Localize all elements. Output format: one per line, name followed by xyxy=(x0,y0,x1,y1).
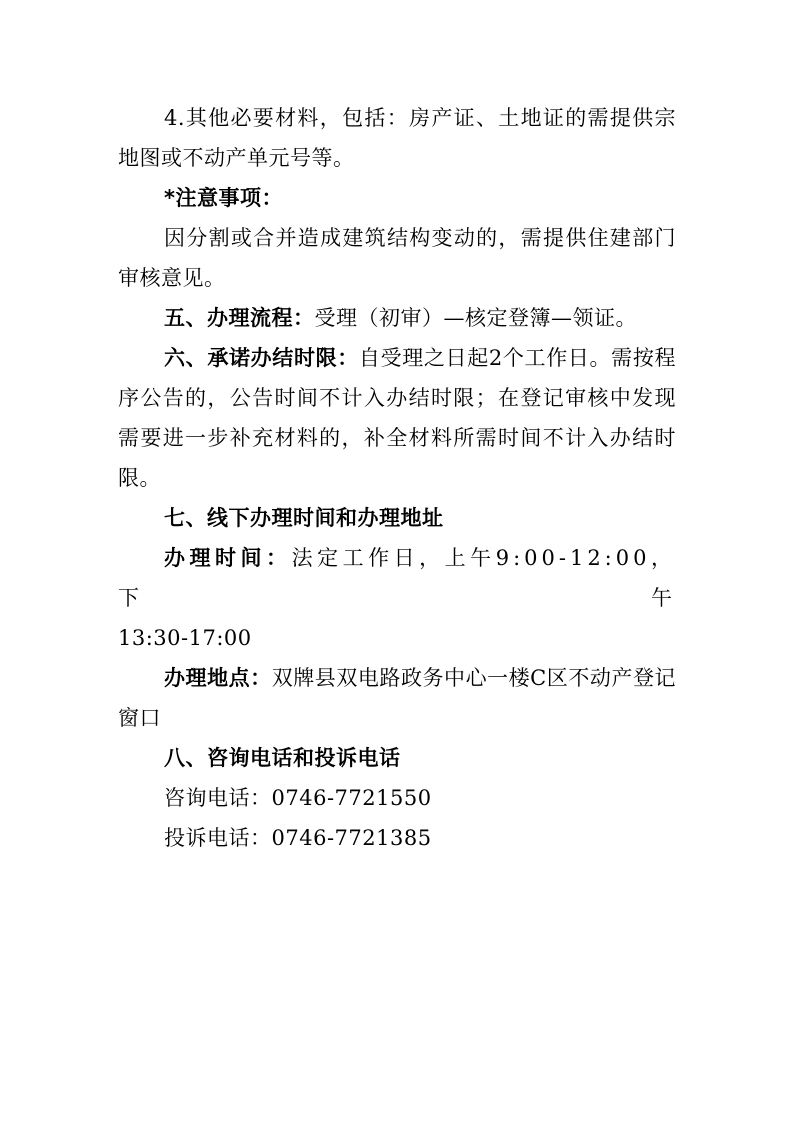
deadline-paragraph xyxy=(118,338,676,498)
process-paragraph xyxy=(118,298,676,338)
time-paragraph-line1 xyxy=(118,538,676,618)
offline-heading: 七、线下办理时间和办理地址 xyxy=(164,506,444,530)
time-body-line1: 法定工作日，上午9:00-12:00，下午 xyxy=(118,546,676,610)
place-label: 办理地点： xyxy=(164,666,272,690)
contact-heading: 八、咨询电话和投诉电话 xyxy=(164,746,401,770)
document-page xyxy=(118,98,676,858)
process-body: 受理（初审）—核定登簿—领证。 xyxy=(314,306,637,330)
complaint-phone: 投诉电话：0746-7721385 xyxy=(164,826,432,850)
time-paragraph-line2: 13:30-17:00 xyxy=(118,626,252,650)
place-body: 双牌县双电路政务中心一楼C区不动产登记窗口 xyxy=(118,666,676,730)
notice-heading: *注意事项： xyxy=(164,186,283,210)
deadline-label: 六、承诺办结时限： xyxy=(164,346,359,370)
other-materials-paragraph: 4.其他必要材料，包括：房产证、土地证的需提供宗地图或不动产单元号等。 xyxy=(118,106,676,170)
consult-phone: 咨询电话：0746-7721550 xyxy=(164,786,432,810)
place-paragraph xyxy=(118,658,676,738)
deadline-body: 自受理之日起2个工作日。需按程序公告的，公告时间不计入办结时限；在登记审核中发现需要进一步补充材料的，补全材料所需时间不计入办结时限。 xyxy=(118,346,676,490)
time-label: 办理时间： xyxy=(164,546,292,570)
process-label: 五、办理流程： xyxy=(164,306,315,330)
notice-body: 因分割或合并造成建筑结构变动的，需提供住建部门审核意见。 xyxy=(118,226,676,290)
